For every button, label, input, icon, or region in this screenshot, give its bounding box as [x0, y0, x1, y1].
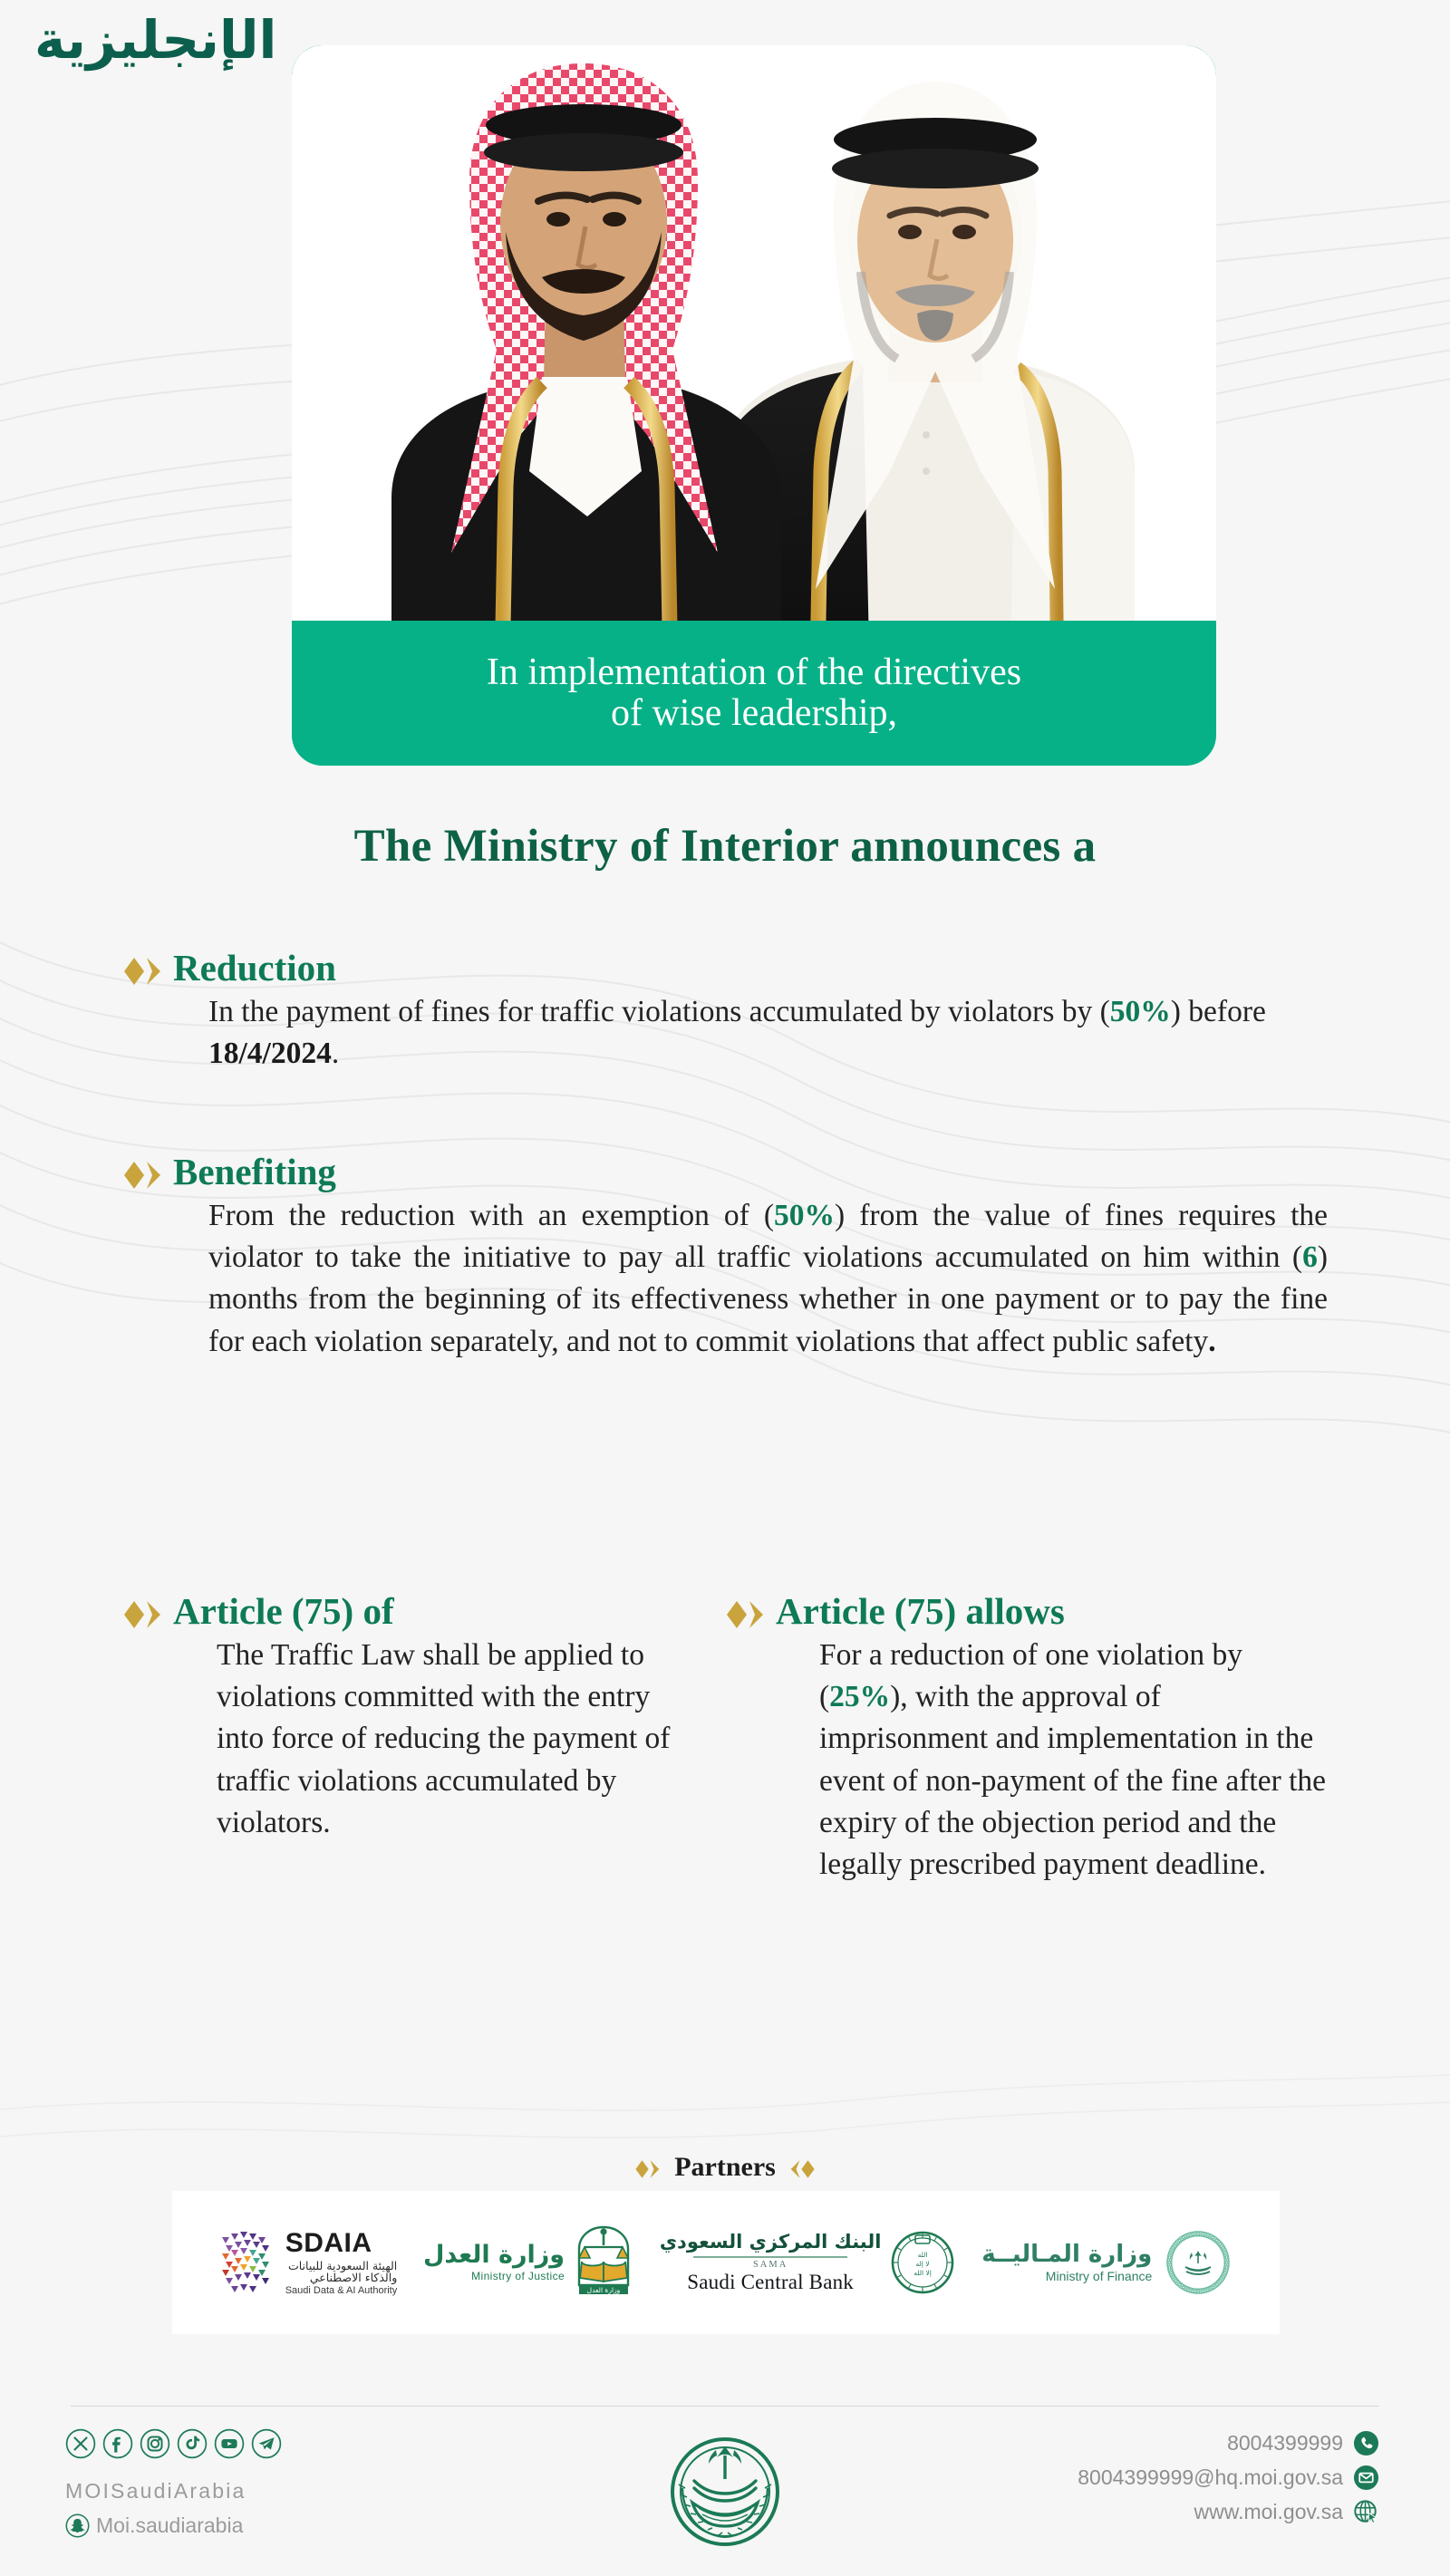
reduction-text-3: .	[331, 1037, 340, 1071]
contact-website-row[interactable]	[1194, 2499, 1379, 2525]
moi-emblem-icon	[669, 2436, 781, 2548]
scb-english: Saudi Central Bank	[687, 2270, 855, 2293]
article-right-percent: 25%	[829, 1680, 891, 1714]
diamond-chevron-icon	[122, 1160, 164, 1191]
contact-email-row[interactable]	[1078, 2465, 1379, 2491]
partner-logo-ministry-of-finance	[981, 2225, 1235, 2300]
partner-logo-saudi-central-bank	[660, 2228, 956, 2297]
section-article-right-head	[725, 1592, 1328, 1631]
mof-english: Ministry of Finance	[1045, 2268, 1153, 2283]
x-icon[interactable]	[65, 2428, 96, 2459]
section-reduction	[122, 949, 1328, 1075]
benefiting-percent: 50%	[774, 1199, 836, 1233]
moj-scales-emblem-icon	[574, 2225, 633, 2300]
mof-rosette-emblem-icon	[1161, 2225, 1235, 2300]
snapchat-handle: Moi.saudiarabia	[96, 2513, 244, 2537]
section-article-right-heading: Article (75) allows	[776, 1590, 1065, 1632]
hero-caption	[292, 621, 1216, 766]
contact-website: www.moi.gov.sa	[1194, 2500, 1343, 2523]
sdaia-en-sub: Saudi Data & AI Authority	[285, 2284, 398, 2296]
diamond-chevron-icon	[725, 1599, 767, 1630]
phone-icon[interactable]	[1353, 2430, 1379, 2456]
footer-divider	[71, 2406, 1379, 2407]
section-benefiting-body	[122, 1195, 1328, 1363]
moj-english: Ministry of Justice	[471, 2270, 566, 2283]
hero-caption-line1: In implementation of the directives	[486, 651, 1022, 693]
mof-text	[981, 2240, 1153, 2283]
section-reduction-heading: Reduction	[173, 947, 336, 989]
reduction-percent: 50%	[1109, 995, 1171, 1029]
reduction-date: 18/4/2024	[208, 1037, 332, 1071]
youtube-icon[interactable]	[214, 2428, 245, 2459]
moj-text	[423, 2243, 565, 2282]
email-icon[interactable]	[1353, 2465, 1379, 2491]
snapchat-icon[interactable]	[65, 2513, 90, 2538]
scb-divider	[693, 2256, 847, 2257]
diamond-chevron-icon	[122, 956, 164, 987]
section-article-75-allows	[725, 1592, 1328, 1886]
sdaia-text	[285, 2229, 398, 2296]
hero-photo	[292, 45, 1216, 766]
section-article-right-body	[725, 1635, 1328, 1886]
benefiting-text-1: From the reduction with an exemption of (	[208, 1199, 775, 1233]
scb-arabic: البنك المركزي السعودي	[659, 2231, 882, 2253]
partner-logo-sdaia	[217, 2228, 398, 2297]
sama-circular-emblem-icon	[890, 2228, 955, 2297]
partners-title	[0, 2152, 1450, 2183]
section-benefiting-heading: Benefiting	[173, 1151, 336, 1192]
contact-info	[1078, 2430, 1379, 2525]
partners-title-text: Partners	[674, 2152, 776, 2182]
sdaia-arabic-1: الهيئة السعودية للبيانات	[287, 2259, 398, 2273]
diamond-chevron-icon	[634, 2159, 662, 2179]
section-benefiting-head	[122, 1153, 1328, 1192]
diamond-chevron-icon-mirrored	[788, 2159, 816, 2179]
social-handle: MOISaudiArabia	[65, 2479, 246, 2503]
section-reduction-head	[122, 949, 1328, 988]
tiktok-icon[interactable]	[177, 2428, 208, 2459]
sdaia-mosaic-icon	[217, 2228, 276, 2297]
website-globe-icon[interactable]	[1353, 2499, 1379, 2525]
benefiting-months: 6	[1302, 1240, 1318, 1275]
reduction-text-1: In the payment of fines for traffic violations accumulated by violators by (	[208, 995, 1110, 1029]
benefiting-text-2: ) from the value of fines requires the violator to take the initiative to pay all traffic violations accumulated on him within (	[208, 1199, 1328, 1275]
mof-arabic: وزارة المـاليــة	[981, 2240, 1153, 2268]
telegram-icon[interactable]	[251, 2428, 282, 2459]
section-reduction-body	[122, 991, 1328, 1075]
sdaia-name: SDAIA	[285, 2227, 372, 2258]
snapchat-handle-row[interactable]	[65, 2513, 243, 2538]
language-label-arabic: الإنجليزية	[34, 9, 277, 71]
facebook-icon[interactable]	[102, 2428, 133, 2459]
contact-phone: 8004399999	[1227, 2431, 1343, 2455]
hero-caption-line2: of wise leadership,	[610, 692, 898, 734]
moj-arabic: وزارة العدل	[422, 2241, 566, 2270]
contact-email: 8004399999@hq.moi.gov.sa	[1078, 2465, 1343, 2489]
section-benefiting	[122, 1153, 1328, 1363]
partners-logo-bar	[172, 2191, 1280, 2334]
social-links[interactable]	[65, 2428, 282, 2459]
svg-text:إلا الله: إلا الله	[914, 2269, 933, 2277]
diamond-chevron-icon	[122, 1599, 164, 1630]
footer	[0, 2421, 1450, 2566]
benefiting-text-4: .	[1208, 1324, 1216, 1358]
scb-text	[660, 2232, 882, 2293]
section-article-left-head	[122, 1592, 702, 1631]
svg-text:الله: الله	[918, 2251, 928, 2259]
article-right-text-1: For a reduction of one violation by (	[819, 1638, 1243, 1714]
benefiting-text-3: ) months from the beginning of its effectiveness whether in one payment or to pay the fine for each violation separately, and not to commit violations that affect public safety	[208, 1240, 1328, 1358]
partner-logo-ministry-of-justice	[423, 2225, 633, 2300]
section-article-75-of	[122, 1592, 702, 1844]
instagram-icon[interactable]	[140, 2428, 170, 2459]
section-article-left-heading: Article (75) of	[173, 1590, 394, 1632]
contact-phone-row[interactable]	[1227, 2430, 1379, 2456]
moj-emblem-label: وزارة العدل	[586, 2286, 621, 2294]
scb-sama: SAMA	[752, 2259, 788, 2270]
section-article-left-body: The Traffic Law shall be applied to violations committed with the entry into force of reducing the payment of traffic violations accumulated by violators.	[217, 1638, 671, 1839]
article-right-text-2: ), with the approval of imprisonment and implementation in the event of non-payment of the fine after the expiry of the objection period and the legally prescribed payment deadline.	[819, 1680, 1327, 1882]
svg-text:لا إله: لا إله	[915, 2260, 930, 2268]
page-title: The Ministry of Interior announces a	[353, 821, 1097, 872]
sdaia-arabic-2: والذكاء الاصطناعي	[309, 2271, 398, 2285]
reduction-text-2: ) before	[1170, 995, 1266, 1029]
